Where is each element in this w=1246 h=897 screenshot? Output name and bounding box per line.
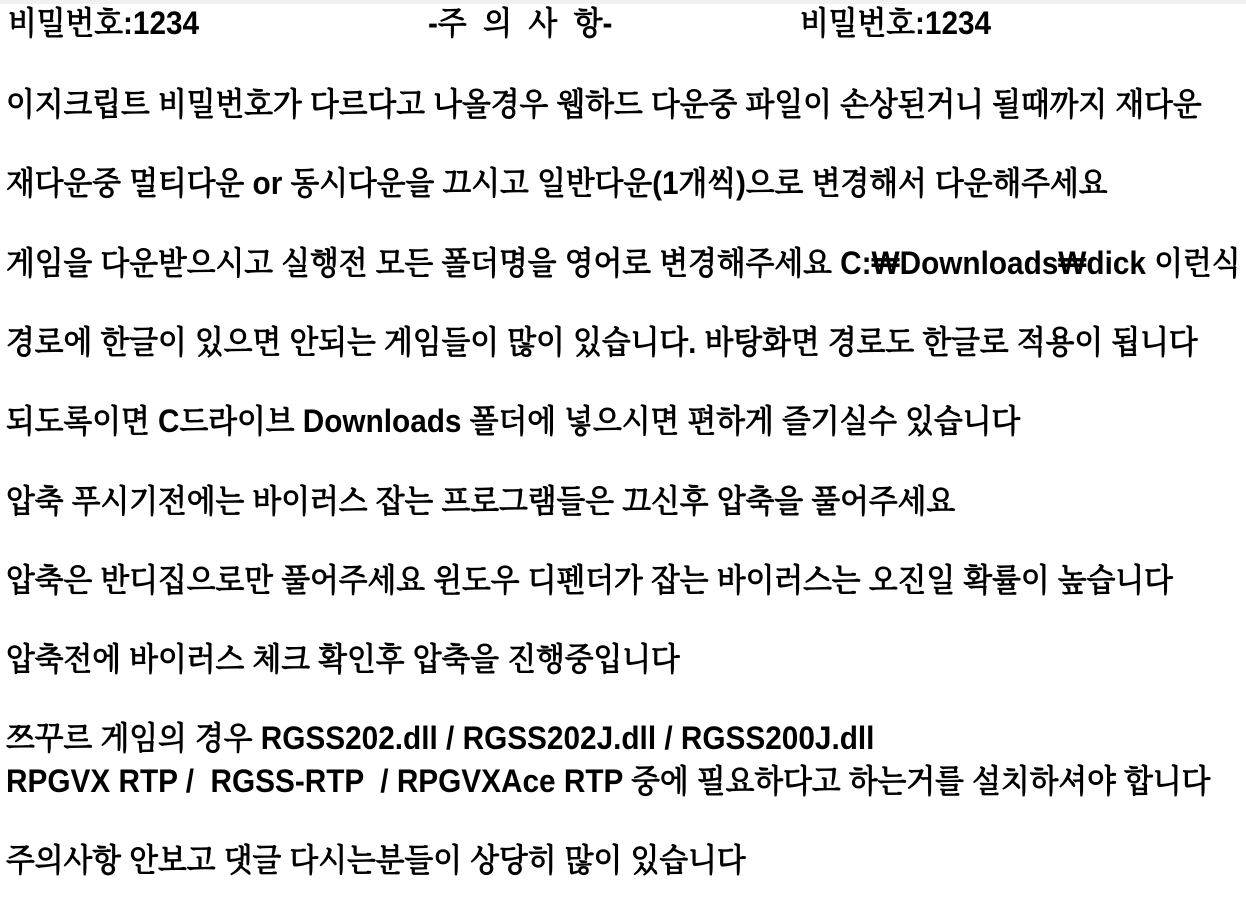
password-label-right: 비밀번호:1234 <box>800 5 992 41</box>
notice-line: RPGVX RTP / RGSS-RTP / RPGVXAce RTP 중에 필요하다고 하는거를 설치하셔야 합니다 <box>6 763 1211 799</box>
notice-line: 이지크립트 비밀번호가 다르다고 나올경우 웹하드 다운중 파일이 손상된거니 될때까지 재다운 <box>6 86 1202 122</box>
notice-line: 쯔꾸르 게임의 경우 RGSS202.dll / RGSS202J.dll / RGSS200J.dll <box>6 720 875 756</box>
notice-line: 압축전에 바이러스 체크 확인후 압축을 진행중입니다 <box>6 641 680 677</box>
notice-line: 경로에 한글이 있으면 안되는 게임들이 많이 있습니다. 바탕화면 경로도 한글로 적용이 됩니다 <box>6 324 1198 360</box>
notice-title: -주 의 사 항- <box>428 5 613 41</box>
notice-line: 되도록이면 C드라이브 Downloads 폴더에 넣으시면 편하게 즐기실수 있습니다 <box>6 403 1021 439</box>
notice-line: 주의사항 안보고 댓글 다시는분들이 상당히 많이 있습니다 <box>6 842 746 878</box>
notice-line: 게임을 다운받으시고 실행전 모든 폴더명을 영어로 변경해주세요 C:₩Downloads₩dick 이런식 <box>6 245 1241 281</box>
notice-line: 재다운중 멀티다운 or 동시다운을 끄시고 일반다운(1개씩)으로 변경해서 다운해주세요 <box>6 165 1108 201</box>
notice-line: 압축은 반디집으로만 풀어주세요 윈도우 디펜더가 잡는 바이러스는 오진일 확률이 높습니다 <box>6 562 1173 598</box>
password-label-left: 비밀번호:1234 <box>8 5 200 41</box>
notice-line: 압축 푸시기전에는 바이러스 잡는 프로그램들은 끄신후 압축을 풀어주세요 <box>6 483 956 519</box>
